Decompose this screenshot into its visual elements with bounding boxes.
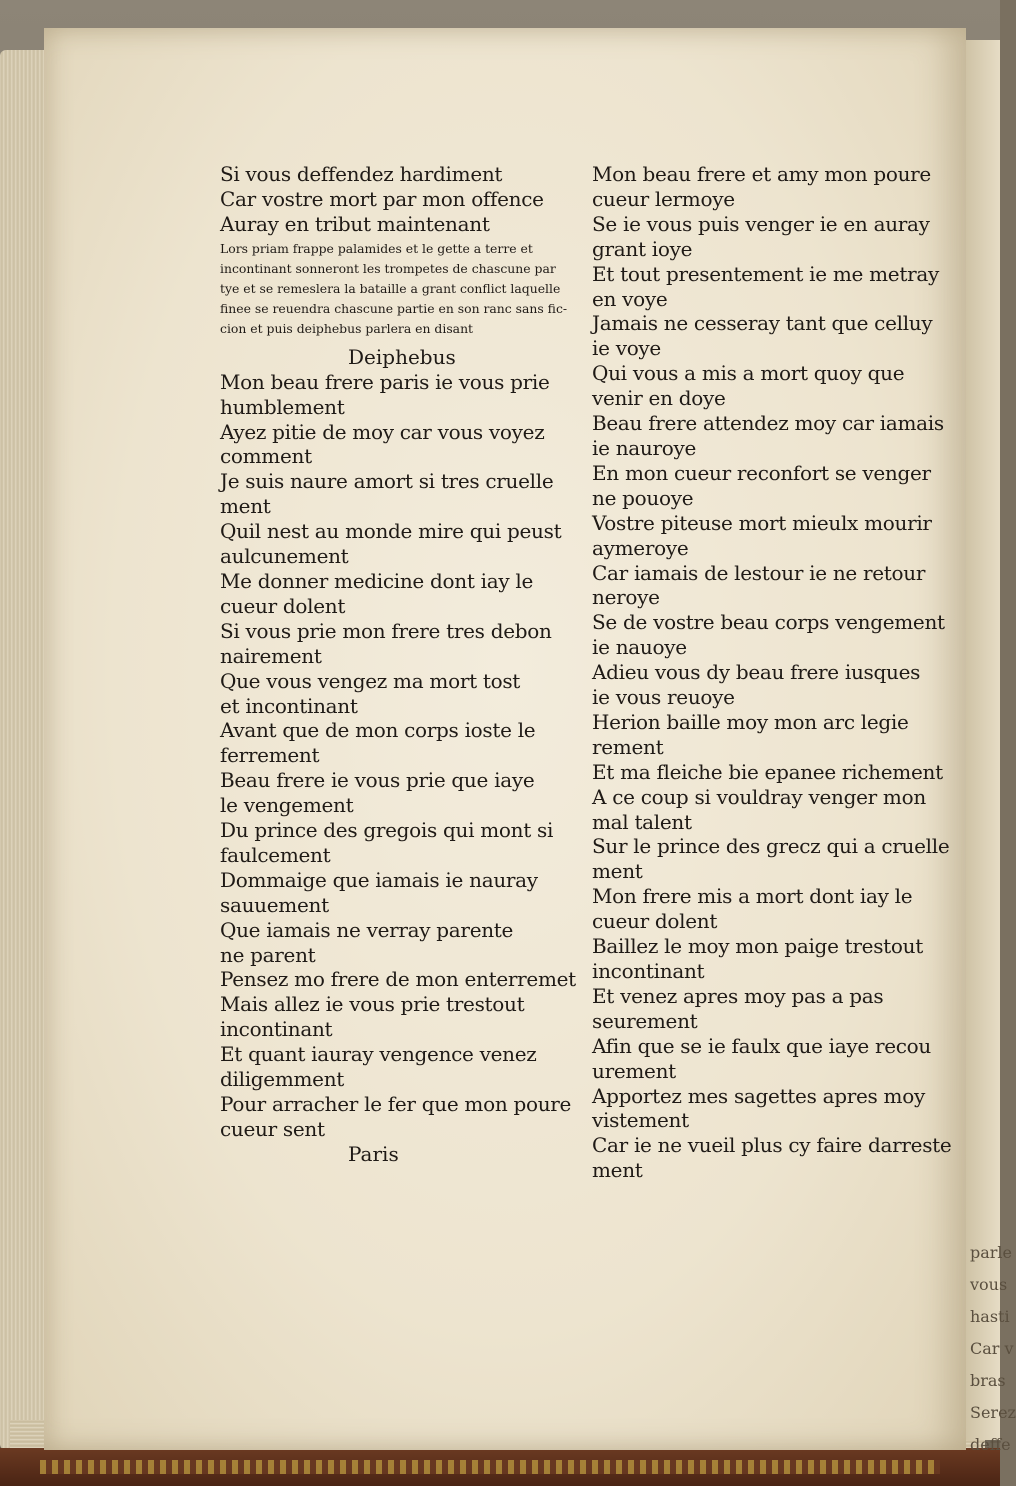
facing-fragment: Serez — [970, 1403, 1016, 1422]
verse-line: Dommaige que iamais ie nauray — [220, 867, 538, 892]
verse-line: Que vous vengez ma mort tost — [220, 668, 521, 693]
verse-line: Je suis naure amort si tres cruelle — [220, 469, 554, 494]
verse-line: Mon beau frere et amy mon poure — [592, 162, 931, 186]
verse-line: neroye — [592, 585, 660, 610]
verse-line: Herion baille moy mon arc legie — [592, 709, 909, 734]
verse-line: ment — [220, 494, 271, 519]
verse-line: Car vostre mort par mon offence — [220, 186, 544, 211]
page-edges-left — [0, 50, 48, 1450]
verse-line: Pour arracher le fer que mon poure — [220, 1092, 572, 1116]
gilt-edge-decoration — [40, 1460, 940, 1474]
verse-line: Pensez mo frere de mon enterremet — [220, 967, 576, 992]
prose-line: incontinant sonneront les trompetes de chascune par — [220, 260, 556, 276]
verse-line: seurement — [592, 1008, 698, 1033]
left-column — [220, 162, 580, 1167]
verse-line: cueur lermoye — [592, 186, 735, 211]
verse-line: vistement — [592, 1108, 689, 1133]
verse-line: Ayez pitie de moy car vous voyez — [220, 419, 545, 444]
verse-block — [220, 370, 580, 1142]
verse-line: ie nauroye — [592, 435, 697, 460]
verse-line: ie voye — [592, 336, 661, 361]
verse-line: cueur dolent — [592, 909, 718, 934]
verse-line: Auray en tribut maintenant — [220, 211, 490, 236]
verse-line: Et tout presentement ie me metray — [592, 261, 939, 286]
verse-line: mal talent — [592, 809, 692, 834]
verse-line: faulcement — [220, 842, 331, 867]
verse-line: Car iamais de lestour ie ne retour — [592, 560, 926, 585]
verse-line: Me donner medicine dont iay le — [220, 568, 534, 593]
verse-line: Mon frere mis a mort dont iay le — [592, 884, 913, 909]
facing-fragment: vous — [970, 1275, 1008, 1294]
facing-fragment: parle — [970, 1243, 1013, 1262]
facing-page-edge — [966, 40, 1016, 1454]
verse-line: urement — [592, 1058, 676, 1083]
verse-line: Afin que se ie faulx que iaye recou — [592, 1033, 932, 1058]
verse-line: en voye — [592, 286, 668, 311]
verse-line: Et quant iauray vengence venez — [220, 1042, 537, 1067]
verse-line: Que iamais ne verray parente — [220, 917, 514, 942]
right-column — [592, 162, 952, 1183]
verse-line: En mon cueur reconfort se venger — [592, 460, 931, 485]
verse-line: Mais allez ie vous prie trestout — [220, 992, 525, 1017]
verse-line: ne pouoye — [592, 485, 694, 510]
verse-line: ment — [592, 1158, 643, 1183]
verse-line: et incontinant — [220, 693, 358, 718]
speaker-heading: Paris — [348, 1141, 399, 1166]
verse-line: Si vous deffendez hardiment — [220, 162, 503, 186]
verse-line: aymeroye — [592, 535, 689, 560]
verse-line: Qui vous a mis a mort quoy que — [592, 361, 905, 386]
verse-line: Et venez apres moy pas a pas — [592, 983, 884, 1008]
verse-line: incontinant — [220, 1017, 333, 1042]
verse-line: incontinant — [592, 959, 705, 983]
verse-line: grant ioye — [592, 236, 693, 261]
verse-line: Quil nest au monde mire qui peust — [220, 519, 562, 544]
verse-line: comment — [220, 444, 312, 469]
prose-line: finee se reuendra chascune partie en son ranc sans fic- — [220, 300, 568, 316]
verse-line: nairement — [220, 643, 322, 668]
verse-line: Apportez mes sagettes apres moy — [592, 1083, 925, 1108]
verse-line: A ce coup si vouldray venger mon — [592, 784, 926, 809]
verse-line: Se ie vous puis venger ie en auray — [592, 211, 930, 236]
prose-line: tye et se remeslera la bataille a grant conflict laquelle — [220, 280, 561, 296]
prose-line: Lors priam frappe palamides et le gette a terre et — [220, 240, 533, 256]
facing-fragment: deffe — [970, 1435, 1011, 1454]
verse-line: Beau frere attendez moy car iamais — [592, 411, 944, 436]
stage-direction — [220, 239, 575, 339]
verse-line: Se de vostre beau corps vengement — [592, 610, 945, 635]
verse-line: aulcunement — [220, 544, 349, 569]
verse-line: Car ie ne vueil plus cy faire darreste — [592, 1133, 952, 1158]
verse-line: venir en doye — [592, 386, 726, 411]
verse-line: diligemment — [220, 1067, 345, 1092]
verse-line: ie nauoye — [592, 635, 687, 660]
verse-block — [592, 162, 952, 1183]
verse-line: ment — [592, 859, 643, 884]
prose-line: cion et puis deiphebus parlera en disant — [220, 320, 474, 336]
verse-line: le vengement — [220, 793, 354, 818]
verse-line: Baillez le moy mon paige trestout — [592, 934, 923, 959]
speaker-heading: Deiphebus — [348, 344, 456, 369]
verse-line: ie vous reuoye — [592, 685, 735, 710]
facing-fragment: Car v — [970, 1339, 1014, 1358]
verses-top-block — [220, 162, 580, 237]
verse-line: rement — [592, 734, 664, 759]
verse-line: sauuement — [220, 892, 329, 917]
verse-line: Avant que de mon corps ioste le — [220, 718, 536, 743]
verse-line: humblement — [220, 394, 345, 419]
verse-line: Beau frere ie vous prie que iaye — [220, 768, 535, 793]
verse-line: Et ma fleiche bie epanee richement — [592, 759, 943, 784]
verse-line: Vostre piteuse mort mieulx mourir — [592, 510, 932, 535]
verse-line: Jamais ne cesseray tant que celluy — [592, 311, 933, 336]
verse-line: cueur dolent — [220, 593, 346, 618]
verse-line: Adieu vous dy beau frere iusques — [592, 660, 921, 685]
verse-line: Sur le prince des grecz qui a cruelle — [592, 834, 950, 859]
verse-line: ne parent — [220, 942, 316, 967]
verse-line: Mon beau frere paris ie vous prie — [220, 369, 550, 394]
verse-line: Du prince des gregois qui mont si — [220, 818, 554, 843]
facing-fragment: hasti — [970, 1307, 1010, 1326]
verse-line: ferrement — [220, 743, 320, 768]
verse-line: Si vous prie mon frere tres debon — [220, 618, 552, 643]
facing-fragment: bras — [970, 1371, 1006, 1390]
verse-line: cueur sent — [220, 1116, 325, 1141]
